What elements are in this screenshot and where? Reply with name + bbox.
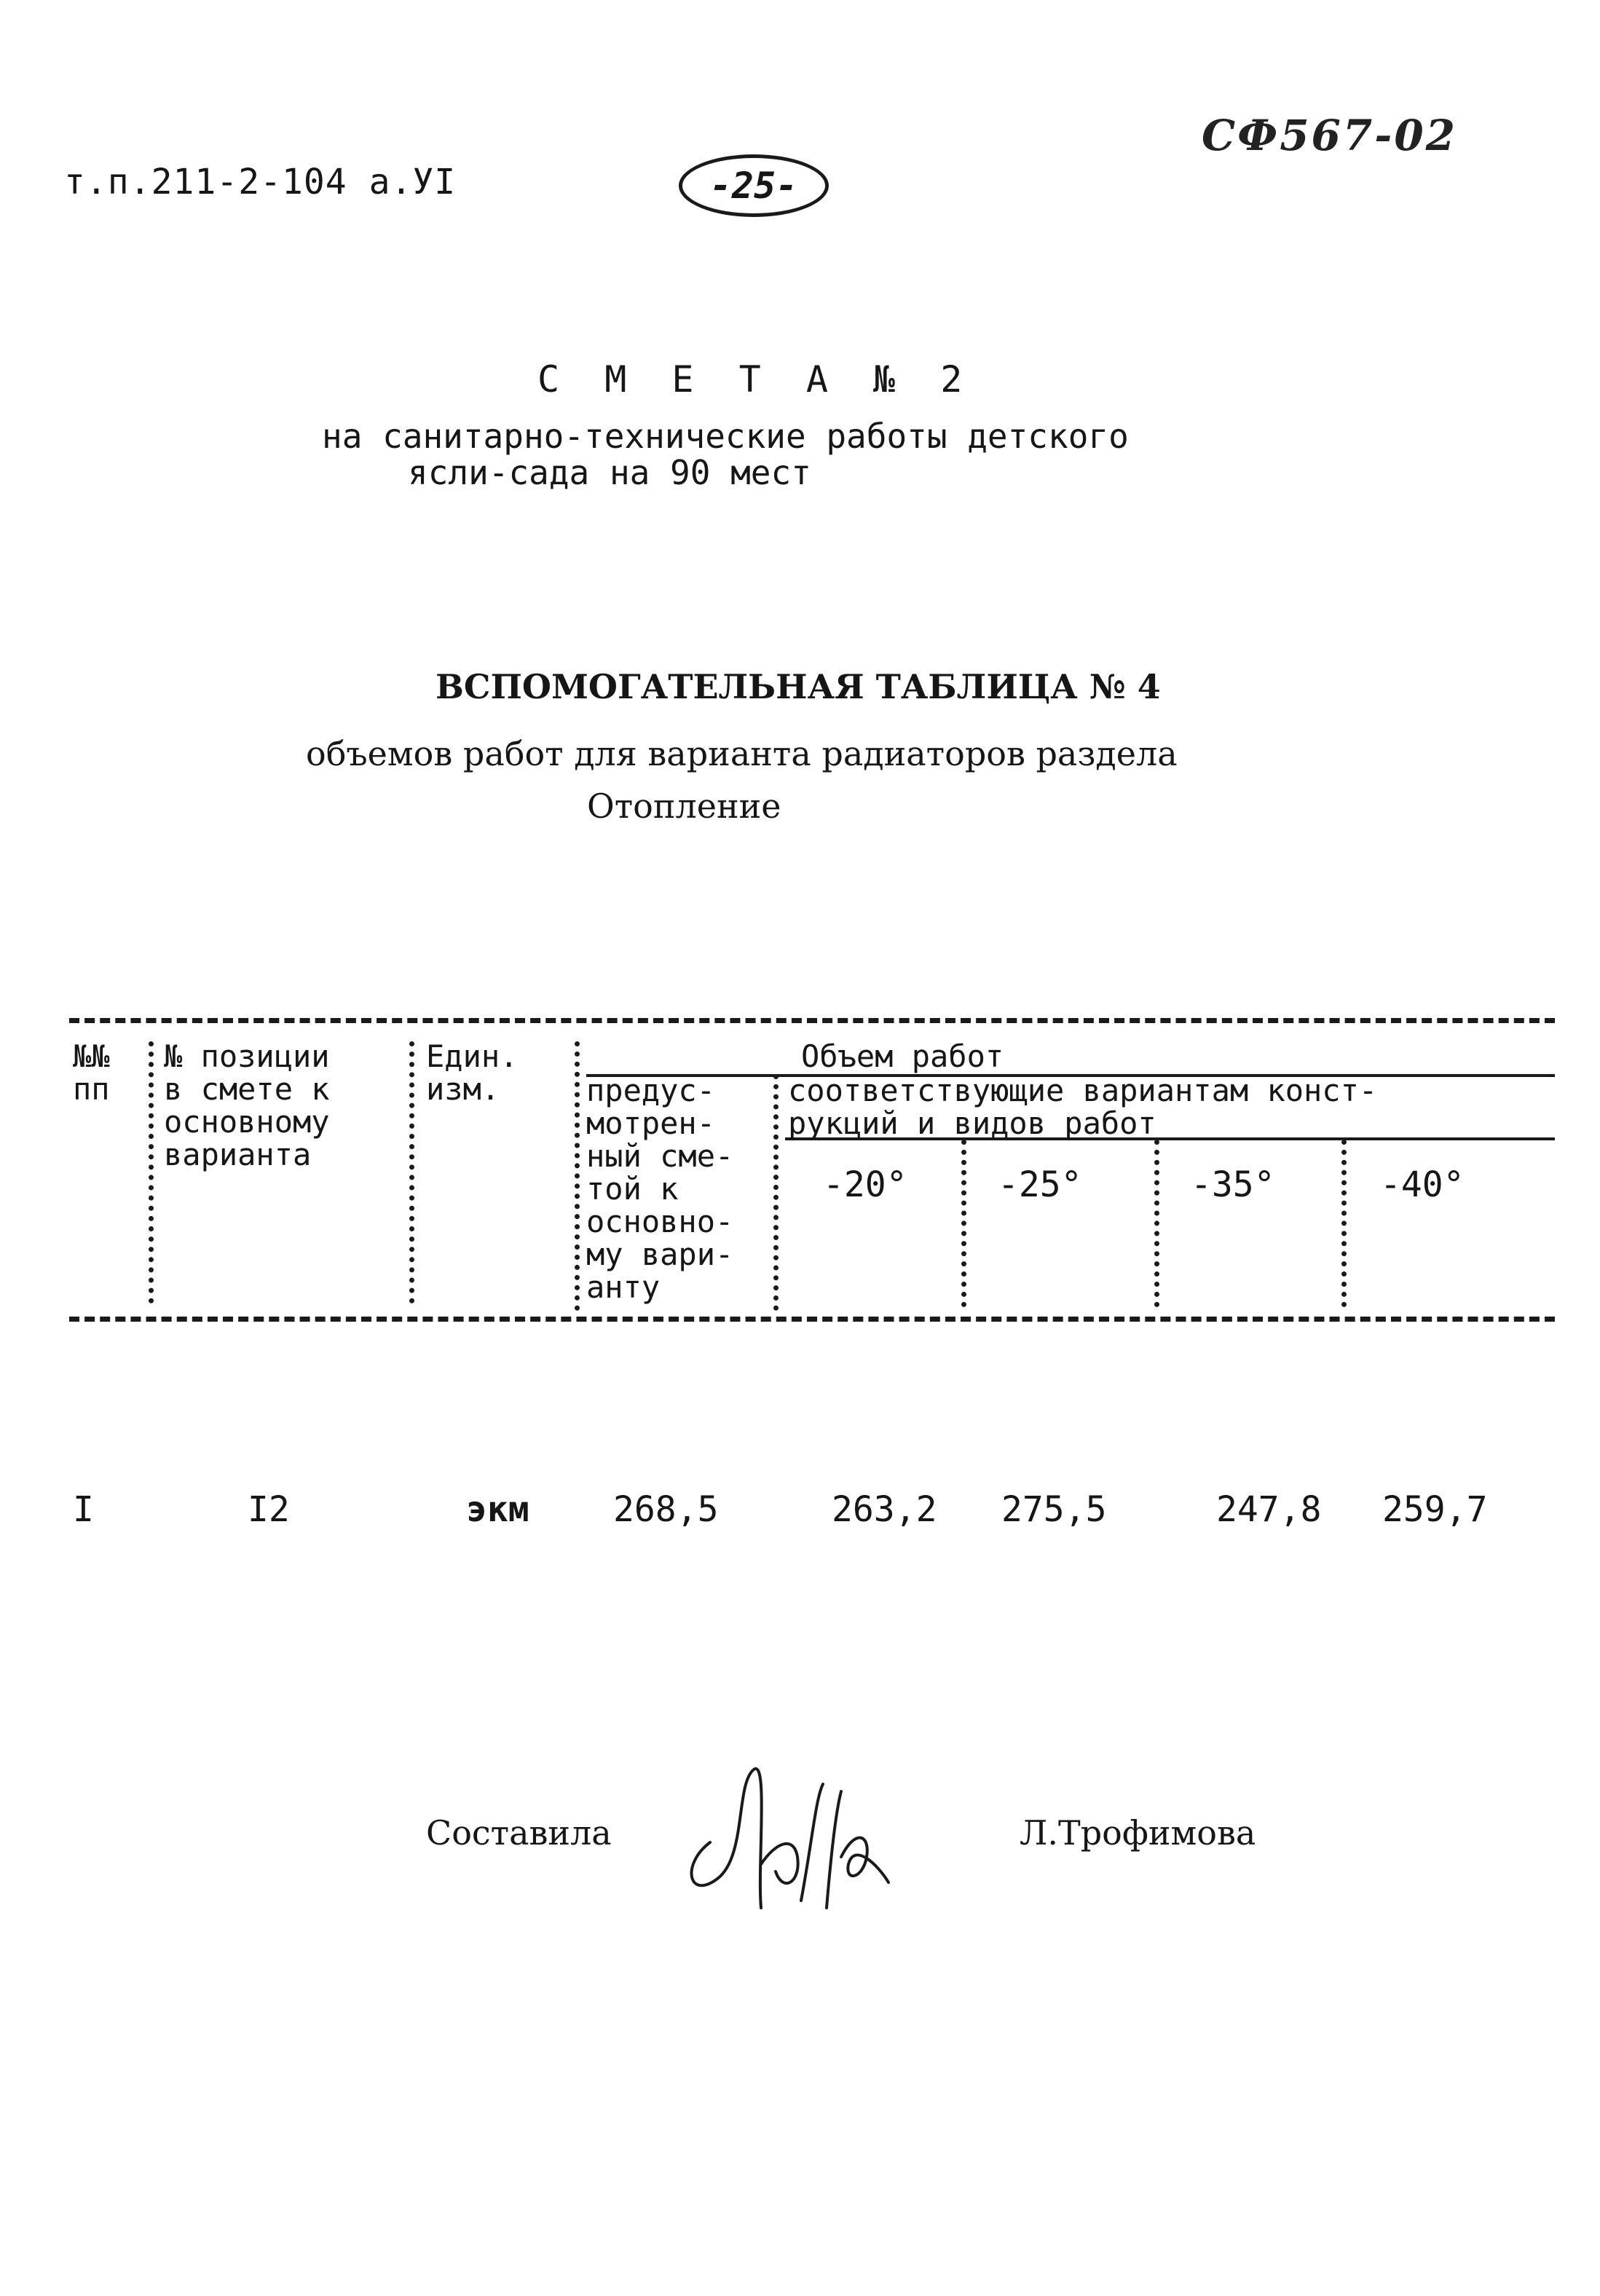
header-position: № позиции в смете к основному варианта (164, 1038, 330, 1172)
aux-table-subtitle-line1: объемов работ для варианта радиаторов раздела (306, 734, 1178, 773)
signature-label: Составила (426, 1813, 612, 1853)
cell-unit: экм (466, 1489, 529, 1530)
cell-variant-minus25: 275,5 (1001, 1489, 1107, 1530)
header-unit: Един. изм. (426, 1038, 519, 1107)
signatory-name: Л.Трофимова (1020, 1813, 1256, 1853)
header-variant-minus40: -40° (1380, 1164, 1465, 1205)
estimate-subtitle-line2: ясли-сада на 90 мест (408, 453, 811, 492)
page-number (679, 154, 829, 217)
col-separator (149, 1041, 154, 1303)
cell-variant-minus20: 263,2 (832, 1489, 937, 1530)
header-base-volume: предус- мотрен- ный сме- той к основно- му вари- анту (586, 1073, 734, 1305)
table-bottom-rule (69, 1317, 1555, 1322)
cell-base-volume: 268,5 (613, 1489, 719, 1530)
cell-variant-minus35: 247,8 (1216, 1489, 1322, 1530)
handwritten-signature (666, 1755, 899, 1922)
page-number-text: -25- (709, 165, 798, 207)
aux-table-subtitle-line2: Отопление (587, 786, 781, 826)
table-top-rule (69, 1018, 1555, 1023)
header-variant-minus20: -20° (823, 1164, 907, 1205)
estimate-subtitle-line1: на санитарно-технические работы детского (322, 417, 1129, 456)
estimate-title: С М Е Т А № 2 (537, 358, 974, 401)
col-separator (575, 1041, 580, 1311)
col-separator (1341, 1140, 1347, 1307)
header-variant-minus25: -25° (998, 1164, 1082, 1205)
col-separator (961, 1140, 966, 1307)
document-code: т.п.211-2-104 а.УI (64, 162, 457, 202)
archive-stamp: СФ567-02 (1202, 111, 1458, 160)
header-volume-group: Объем работ (801, 1038, 1004, 1074)
aux-table-title: ВСПОМОГАТЕЛЬНАЯ ТАБЛИЦА № 4 (436, 667, 1161, 706)
cell-position: I2 (248, 1489, 290, 1530)
cell-variant-minus40: 259,7 (1382, 1489, 1488, 1530)
cell-row-number: I (73, 1489, 94, 1530)
header-row-number: №№ пп (73, 1038, 110, 1107)
col-separator (1154, 1140, 1159, 1307)
col-separator (773, 1074, 779, 1311)
header-variant-minus35: -35° (1191, 1164, 1275, 1205)
header-variants-group: соответствующие вариантам конст- рукций и видов работ (788, 1073, 1378, 1141)
col-separator (409, 1041, 414, 1303)
